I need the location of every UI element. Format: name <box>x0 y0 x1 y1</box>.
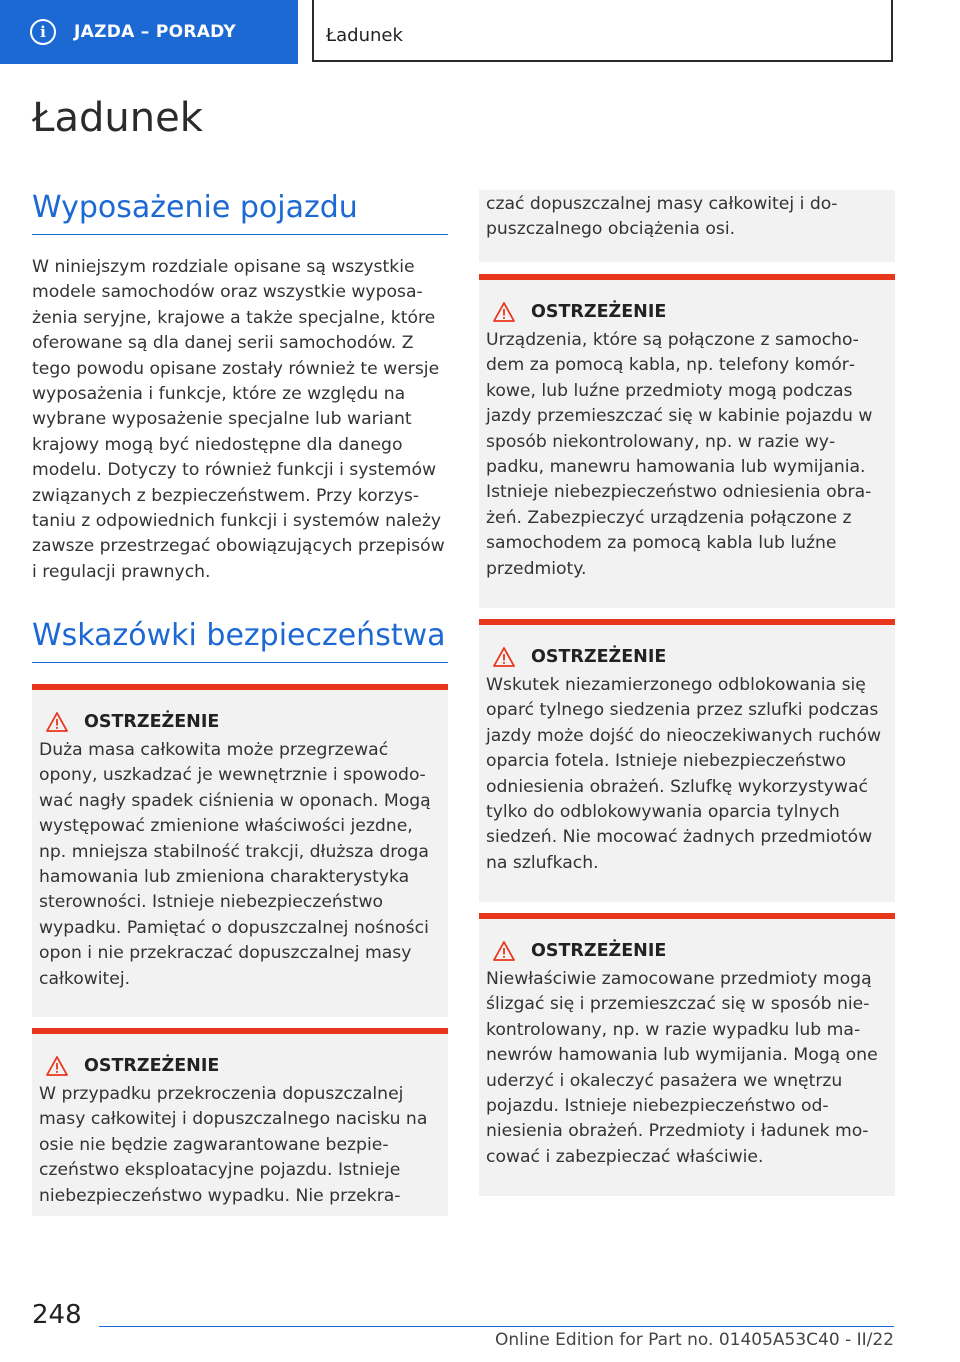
warning-header <box>493 647 895 667</box>
warning-header <box>493 941 895 961</box>
warning-box <box>479 619 895 902</box>
warning-text: Duża masa całkowita może przegrzewać opony, uszkadzać je wewnętrznie i spowodować nagły spadek ciśnienia w oponach. Mogą występować zmienione właściwości jezdne, np. mniejsza stabilność trakcji, dłuższa droga hamowania lub zmieniona charakterystyka sterowności. Istnieje niebezpieczeństwo wypadku. Pamiętać o dopuszczalnej nośności opon i nie przekraczać dopuszczalnej masy całkowitej. <box>39 740 431 989</box>
warning-triangle-icon <box>493 647 515 667</box>
warning-box <box>32 1028 448 1216</box>
warning-text: Urządzenia, które są połączone z samochodem za pomocą kabla, np. telefony komórkowe, lub luźne przedmioty mogą podczas jazdy przemieszczać się w kabinie pojazdu w sposób niekontrolowany, np. w razie wypadku, manewru hamowania lub wymijania. Istnieje niebezpieczeństwo odniesienia obrażeń. Zabezpieczyć urządzenia połączone z samochodem za pomocą kabla lub luźne przedmioty. <box>486 330 873 579</box>
warning-box <box>32 684 448 1017</box>
warning-text: W przypadku przekroczenia dopuszczalnej masy całkowitej i dopuszczalnego nacisku na osie nie będzie zagwarantowane bezpieczeństwo eksploatacyjne pojazdu. Istnieje niebezpieczeństwo wypadku. Nie przekra- <box>39 1084 428 1206</box>
warning-text-continuation: czać dopuszczalnej masy całkowitej i dopuszczalnego obciążenia osi. <box>486 194 838 240</box>
warning-title: OSTRZEŻENIE <box>531 302 667 322</box>
section-heading-safety: Wskazówki bezpieczeństwa <box>32 618 448 663</box>
page-title: Ładunek <box>32 95 203 141</box>
warning-header <box>46 1056 448 1076</box>
warning-text: Wskutek niezamierzonego odblokowania się oparć tylnego siedzenia przez szlufki podczas jazdy może dojść do nieoczekiwanych ruchów oparcia fotela. Istnieje niebezpieczeństwo odniesienia obrażeń. Szlufkę wykorzystywać tylko do odblokowywania oparcia tylnych siedzeń. Nie mocować żadnych przedmiotów na szlufkach. <box>486 675 882 873</box>
warning-triangle-icon <box>46 712 68 732</box>
warning-title: OSTRZEŻENIE <box>84 712 220 732</box>
warning-triangle-icon <box>493 941 515 961</box>
section-tab-label: JAZDA – PORADY <box>74 22 236 42</box>
warning-header <box>493 302 895 322</box>
warning-box <box>479 274 895 608</box>
chapter-header <box>312 0 893 62</box>
warning-box <box>479 913 895 1196</box>
section-tab[interactable] <box>0 0 298 64</box>
chapter-label: Ładunek <box>326 25 403 46</box>
warning-box-continuation <box>479 190 895 262</box>
page-number: 248 <box>32 1300 82 1330</box>
section-body-equipment: W niniejszym rozdziale opisane są wszystkie modele samochodów oraz wszystkie wyposażenia seryjne, krajowe a także specjalne, które oferowane są dla danej serii samochodów. Z tego powodu opisane zostały również te wersje wyposażenia i funkcje, które ze względu na wybrane wyposażenie specjalne lub wariant krajowy mogą być niedostępne dla danego modelu. Dotyczy to również funkcji i systemów związanych z bezpieczeństwem. Przy korzystaniu z odpowiednich funkcji i systemów należy zawsze przestrzegać obowiązujących przepisów i regulacji prawnych. <box>32 257 445 582</box>
warning-title: OSTRZEŻENIE <box>531 647 667 667</box>
warning-triangle-icon <box>46 1056 68 1076</box>
footer-edition: Online Edition for Part no. 01405A53C40 - II/22 <box>494 1330 894 1350</box>
footer-divider <box>99 1326 894 1327</box>
warning-triangle-icon <box>493 302 515 322</box>
warning-title: OSTRZEŻENIE <box>84 1056 220 1076</box>
section-heading-equipment: Wyposażenie pojazdu <box>32 190 448 235</box>
warning-header <box>46 712 448 732</box>
warning-text: Niewłaściwie zamocowane przedmioty mogą ślizgać się i przemieszczać się w sposób niekontrolowany, np. w razie wypadku lub manewrów hamowania lub wymijania. Mogą one uderzyć i okaleczyć pasażera we wnętrzu pojazdu. Istnieje niebezpieczeństwo odniesienia obrażeń. Przedmioty i ładunek mocować i zabezpieczać właściwie. <box>486 969 878 1167</box>
warning-title: OSTRZEŻENIE <box>531 941 667 961</box>
info-icon: i <box>30 19 56 45</box>
